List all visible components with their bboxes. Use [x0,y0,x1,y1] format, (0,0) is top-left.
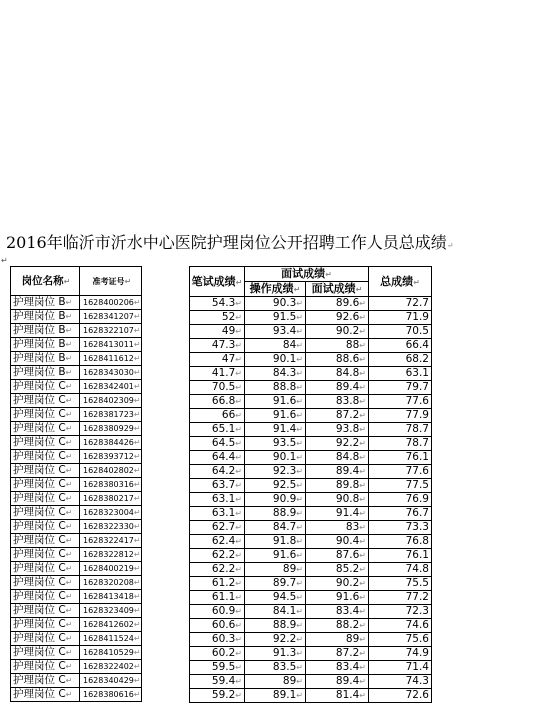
table-row [190,395,432,409]
exam-no-cell: 1628411612↵ [80,352,142,366]
written-score-cell: 64.5↵ [190,437,245,451]
exam-no-cell: 1628320208↵ [80,576,142,590]
written-score-cell: 47.3↵ [190,339,245,353]
written-score-cell: 62.4↵ [190,535,245,549]
operation-score-cell: 92.5↵ [245,479,306,493]
exam-no-cell: 1628341207↵ [80,310,142,324]
interview-score-cell: 89.4↵ [306,381,369,395]
operation-score-cell: 90.1↵ [245,353,306,367]
total-score-cell: 76.1 [369,451,432,465]
table-row [11,520,142,534]
exam-no-cell: 1628322402↵ [80,660,142,674]
position-cell: 护理岗位 B↵ [11,366,80,380]
position-cell: 护理岗位 B↵ [11,310,80,324]
written-score-cell: 64.2↵ [190,465,245,479]
table-row [11,618,142,632]
operation-score-cell: 84↵ [245,339,306,353]
exam-no-cell: 1628322417↵ [80,534,142,548]
interview-score-cell: 87.2↵ [306,647,369,661]
total-score-cell: 72.3 [369,605,432,619]
total-score-cell: 76.7 [369,507,432,521]
header-total: 总成绩↵ [369,267,432,297]
header-position: 岗位名称↵ [11,267,80,296]
table-row [11,604,142,618]
total-score-cell: 77.5 [369,479,432,493]
interview-score-cell: 88.2↵ [306,619,369,633]
operation-score-cell: 90.9↵ [245,493,306,507]
exam-no-cell: 1628380316↵ [80,478,142,492]
operation-score-cell: 88.9↵ [245,619,306,633]
written-score-cell: 60.2↵ [190,647,245,661]
total-score-cell: 74.9 [369,647,432,661]
table-row [190,605,432,619]
total-score-cell: 71.9 [369,311,432,325]
interview-score-cell: 88↵ [306,339,369,353]
written-score-cell: 61.1↵ [190,591,245,605]
table-row [11,408,142,422]
written-score-cell: 66↵ [190,409,245,423]
exam-no-cell: 1628340429↵ [80,674,142,688]
interview-score-cell: 89.4↵ [306,465,369,479]
total-score-cell: 70.5 [369,325,432,339]
exam-no-cell: 1628323004↵ [80,506,142,520]
exam-no-cell: 1628380929↵ [80,422,142,436]
position-cell: 护理岗位 C↵ [11,660,80,674]
table-row [11,324,142,338]
interview-score-cell: 85.2↵ [306,563,369,577]
written-score-cell: 59.5↵ [190,661,245,675]
exam-no-cell: 1628343030↵ [80,366,142,380]
position-cell: 护理岗位 C↵ [11,436,80,450]
paragraph-mark: ↵ [1,256,8,265]
total-score-cell: 77.9 [369,409,432,423]
interview-score-cell: 83↵ [306,521,369,535]
total-score-cell: 77.6 [369,395,432,409]
operation-score-cell: 90.3↵ [245,297,306,311]
written-score-cell: 70.5↵ [190,381,245,395]
table-row [190,465,432,479]
written-score-cell: 62.7↵ [190,521,245,535]
operation-score-cell: 91.6↵ [245,409,306,423]
exam-no-cell: 1628413011↵ [80,338,142,352]
table-row [190,675,432,689]
total-score-cell: 72.7 [369,297,432,311]
table-row [190,409,432,423]
interview-score-cell: 90.2↵ [306,577,369,591]
position-cell: 护理岗位 B↵ [11,324,80,338]
table-row [190,563,432,577]
position-cell: 护理岗位 B↵ [11,352,80,366]
operation-score-cell: 88.9↵ [245,507,306,521]
interview-score-cell: 90.8↵ [306,493,369,507]
written-score-cell: 49↵ [190,325,245,339]
score-table [189,266,432,703]
table-row [11,576,142,590]
exam-no-cell: 1628411524↵ [80,632,142,646]
interview-score-cell: 84.8↵ [306,367,369,381]
total-score-cell: 74.8 [369,563,432,577]
exam-no-cell: 1628410529↵ [80,646,142,660]
operation-score-cell: 89.7↵ [245,577,306,591]
table-row [11,478,142,492]
position-cell: 护理岗位 B↵ [11,338,80,352]
table-row [11,562,142,576]
total-score-cell: 76.9 [369,493,432,507]
position-cell: 护理岗位 C↵ [11,604,80,618]
table-row [11,660,142,674]
position-cell: 护理岗位 C↵ [11,394,80,408]
operation-score-cell: 88.8↵ [245,381,306,395]
table-row [11,338,142,352]
table-row [190,353,432,367]
operation-score-cell: 89↵ [245,675,306,689]
table-row [190,535,432,549]
header-interview-group: 面试成绩↵ [245,267,369,282]
table-row [11,394,142,408]
table-row [11,436,142,450]
operation-score-cell: 89.1↵ [245,689,306,703]
header-operation: 操作成绩↵ [245,282,306,297]
written-score-cell: 66.8↵ [190,395,245,409]
table-row [190,297,432,311]
position-cell: 护理岗位 C↵ [11,492,80,506]
position-cell: 护理岗位 C↵ [11,408,80,422]
candidate-info-table [10,266,142,702]
written-score-cell: 64.4↵ [190,451,245,465]
total-score-cell: 78.7 [369,437,432,451]
table-row [190,423,432,437]
interview-score-cell: 88.6↵ [306,353,369,367]
table-row [190,451,432,465]
exam-no-cell: 1628412602↵ [80,618,142,632]
table-row [11,506,142,520]
interview-score-cell: 87.2↵ [306,409,369,423]
interview-score-cell: 84.8↵ [306,451,369,465]
position-cell: 护理岗位 C↵ [11,576,80,590]
table-row [190,325,432,339]
operation-score-cell: 91.6↵ [245,549,306,563]
position-cell: 护理岗位 C↵ [11,562,80,576]
table-row [190,647,432,661]
operation-score-cell: 91.8↵ [245,535,306,549]
interview-score-cell: 83.4↵ [306,605,369,619]
position-cell: 护理岗位 C↵ [11,464,80,478]
exam-no-cell: 1628323409↵ [80,604,142,618]
total-score-cell: 68.2 [369,353,432,367]
total-score-cell: 79.7 [369,381,432,395]
total-score-cell: 76.1 [369,549,432,563]
operation-score-cell: 92.3↵ [245,465,306,479]
total-score-cell: 78.7 [369,423,432,437]
exam-no-cell: 1628322812↵ [80,548,142,562]
operation-score-cell: 91.3↵ [245,647,306,661]
exam-no-cell: 1628402309↵ [80,394,142,408]
header-written: 笔试成绩↵ [190,267,245,297]
exam-no-cell: 1628400219↵ [80,562,142,576]
exam-no-cell: 1628380217↵ [80,492,142,506]
written-score-cell: 60.6↵ [190,619,245,633]
table-row [190,507,432,521]
interview-score-cell: 90.4↵ [306,535,369,549]
total-score-cell: 63.1 [369,367,432,381]
total-score-cell: 75.5 [369,577,432,591]
interview-score-cell: 93.8↵ [306,423,369,437]
table-row [190,367,432,381]
total-score-cell: 77.2 [369,591,432,605]
exam-no-cell: 1628393712↵ [80,450,142,464]
total-score-cell: 71.4 [369,661,432,675]
written-score-cell: 62.2↵ [190,563,245,577]
interview-score-cell: 89.4↵ [306,675,369,689]
written-score-cell: 62.2↵ [190,549,245,563]
table-row [190,549,432,563]
table-row [11,380,142,394]
table-row [11,352,142,366]
exam-no-cell: 1628413418↵ [80,590,142,604]
table-row [190,311,432,325]
interview-score-cell: 83.4↵ [306,661,369,675]
interview-score-cell: 90.2↵ [306,325,369,339]
table-row [190,661,432,675]
table-row [11,310,142,324]
table-row [190,339,432,353]
operation-score-cell: 84.1↵ [245,605,306,619]
exam-no-cell: 1628342401↵ [80,380,142,394]
operation-score-cell: 92.2↵ [245,633,306,647]
written-score-cell: 65.1↵ [190,423,245,437]
written-score-cell: 61.2↵ [190,577,245,591]
table-row [11,632,142,646]
total-score-cell: 66.4 [369,339,432,353]
interview-score-cell: 92.6↵ [306,311,369,325]
table-row [190,577,432,591]
written-score-cell: 63.1↵ [190,507,245,521]
total-score-cell: 75.6 [369,633,432,647]
total-score-cell: 76.8 [369,535,432,549]
written-score-cell: 60.9↵ [190,605,245,619]
operation-score-cell: 91.6↵ [245,395,306,409]
position-cell: 护理岗位 C↵ [11,632,80,646]
interview-score-cell: 87.6↵ [306,549,369,563]
table-row [11,534,142,548]
position-cell: 护理岗位 C↵ [11,534,80,548]
written-score-cell: 52↵ [190,311,245,325]
table-row [190,521,432,535]
position-cell: 护理岗位 C↵ [11,380,80,394]
operation-score-cell: 91.4↵ [245,423,306,437]
operation-score-cell: 90.1↵ [245,451,306,465]
total-score-cell: 74.3 [369,675,432,689]
table-row [11,296,142,310]
table-row [11,422,142,436]
interview-score-cell: 81.4↵ [306,689,369,703]
table-row [190,479,432,493]
operation-score-cell: 89↵ [245,563,306,577]
exam-no-cell: 1628381723↵ [80,408,142,422]
exam-no-cell: 1628322107↵ [80,324,142,338]
position-cell: 护理岗位 C↵ [11,548,80,562]
operation-score-cell: 93.4↵ [245,325,306,339]
table-row [11,548,142,562]
header-interview: 面试成绩↵ [306,282,369,297]
table-row [11,492,142,506]
written-score-cell: 47↵ [190,353,245,367]
table-row [11,450,142,464]
exam-no-cell: 1628400206↵ [80,296,142,310]
written-score-cell: 59.2↵ [190,689,245,703]
position-cell: 护理岗位 C↵ [11,590,80,604]
operation-score-cell: 84.7↵ [245,521,306,535]
total-score-cell: 74.6 [369,619,432,633]
table-row [190,437,432,451]
total-score-cell: 77.6 [369,465,432,479]
exam-no-cell: 1628384426↵ [80,436,142,450]
position-cell: 护理岗位 C↵ [11,506,80,520]
interview-score-cell: 83.8↵ [306,395,369,409]
table-row [190,633,432,647]
header-exam-no: 准考证号↵ [80,267,142,296]
table-row [190,493,432,507]
operation-score-cell: 94.5↵ [245,591,306,605]
table-row [11,366,142,380]
written-score-cell: 63.7↵ [190,479,245,493]
total-score-cell: 73.3 [369,521,432,535]
position-cell: 护理岗位 C↵ [11,478,80,492]
position-cell: 护理岗位 C↵ [11,520,80,534]
table-row [11,590,142,604]
document-title: 2016年临沂市沂水中心医院护理岗位公开招聘工作人员总成绩↵ [6,233,454,252]
position-cell: 护理岗位 C↵ [11,688,80,702]
operation-score-cell: 83.5↵ [245,661,306,675]
position-cell: 护理岗位 C↵ [11,646,80,660]
table-row [190,689,432,703]
interview-score-cell: 91.4↵ [306,507,369,521]
table-row [190,619,432,633]
position-cell: 护理岗位 C↵ [11,618,80,632]
written-score-cell: 60.3↵ [190,633,245,647]
exam-no-cell: 1628380616↵ [80,688,142,702]
position-cell: 护理岗位 C↵ [11,674,80,688]
operation-score-cell: 84.3↵ [245,367,306,381]
table-row [190,591,432,605]
table-row [11,646,142,660]
written-score-cell: 54.3↵ [190,297,245,311]
exam-no-cell: 1628322330↵ [80,520,142,534]
position-cell: 护理岗位 C↵ [11,450,80,464]
table-row [11,688,142,702]
total-score-cell: 72.6 [369,689,432,703]
position-cell: 护理岗位 C↵ [11,422,80,436]
exam-no-cell: 1628402802↵ [80,464,142,478]
interview-score-cell: 92.2↵ [306,437,369,451]
position-cell: 护理岗位 B↵ [11,296,80,310]
written-score-cell: 41.7↵ [190,367,245,381]
table-row [11,464,142,478]
table-row [190,381,432,395]
interview-score-cell: 89↵ [306,633,369,647]
interview-score-cell: 89.8↵ [306,479,369,493]
interview-score-cell: 91.6↵ [306,591,369,605]
interview-score-cell: 89.6↵ [306,297,369,311]
operation-score-cell: 93.5↵ [245,437,306,451]
table-row [11,674,142,688]
written-score-cell: 63.1↵ [190,493,245,507]
operation-score-cell: 91.5↵ [245,311,306,325]
written-score-cell: 59.4↵ [190,675,245,689]
